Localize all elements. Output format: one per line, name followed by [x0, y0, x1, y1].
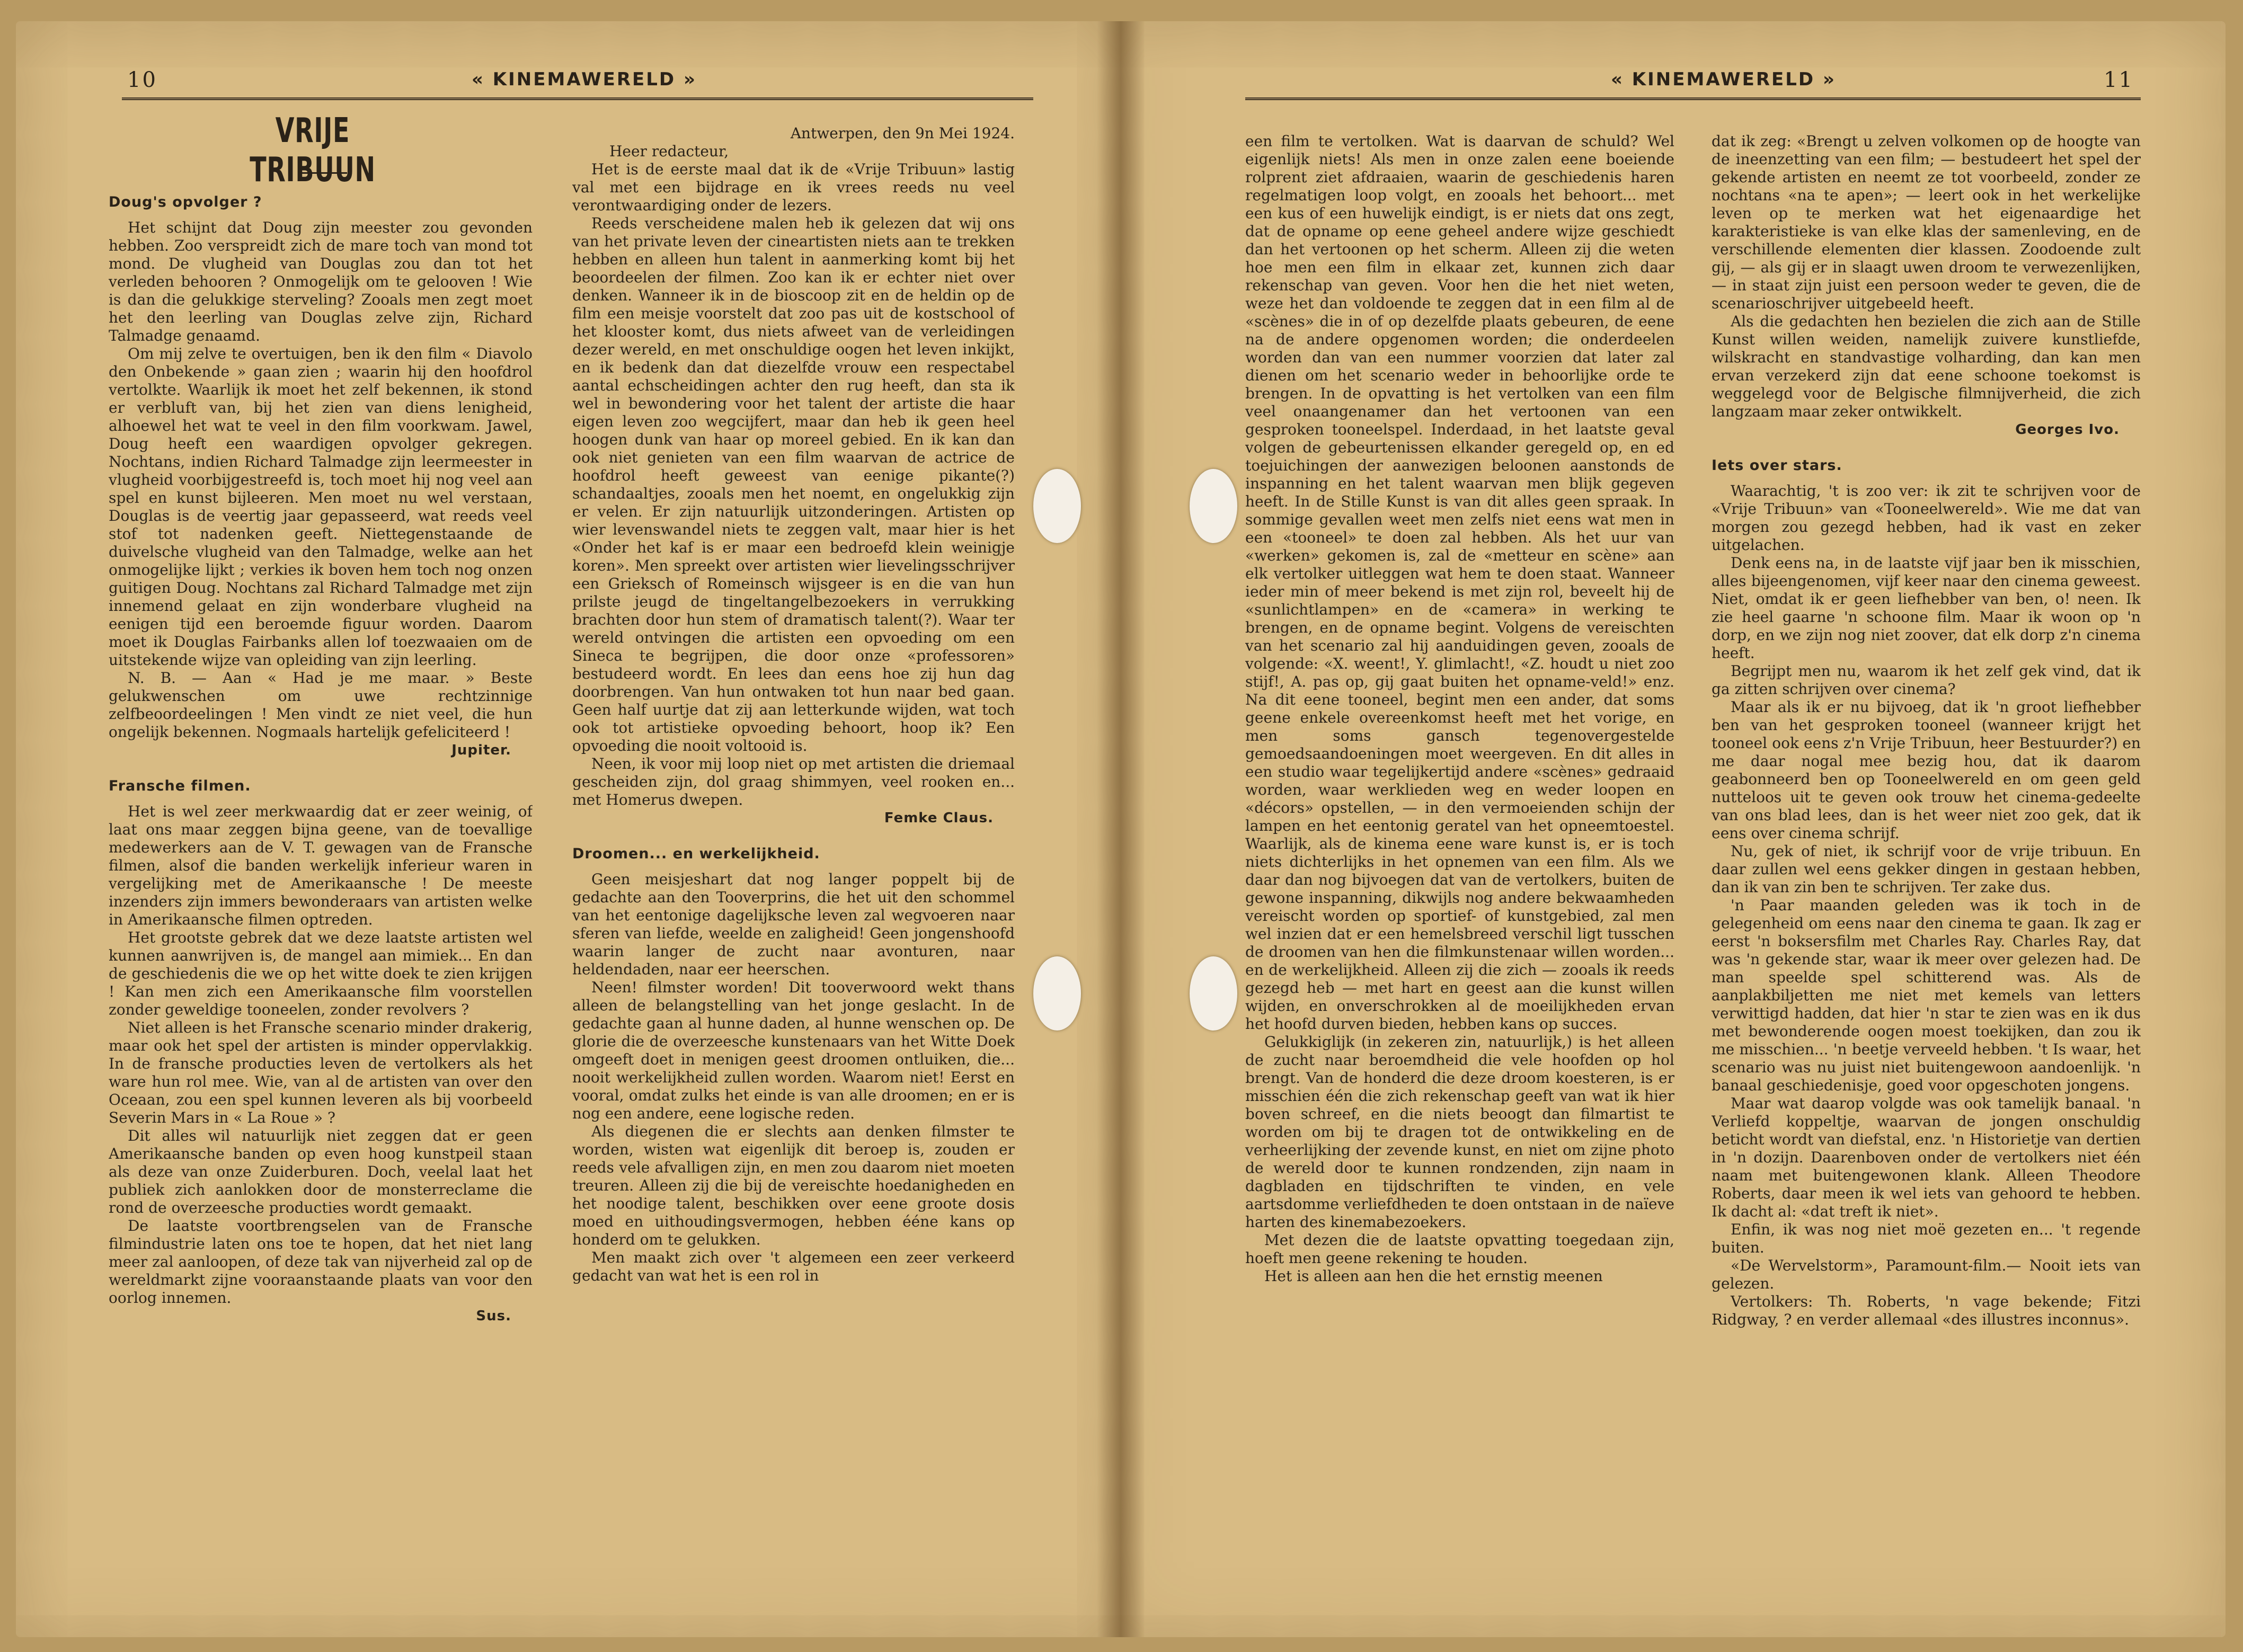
paragraph: Het schijnt dat Doug zijn meester zou gevonden hebben. Zoo verspreidt zich de mare toch van mond tot mond. De vlugheid van Douglas zou dan tot het verleden behooren ? Onmogelijk om te gelooven ! Wie is dan die gelukkige sterveling? Zooals men zegt moet het den leerling van Douglas zelve zijn, Richard Talmadge genaamd.: [109, 219, 533, 344]
author-signature: Femke Claus.: [884, 810, 994, 826]
paragraph: Geen meisjeshart dat nog langer poppelt bij de gedachte aan den Tooverprins, die het uit den schommel van het eentonige dagelijksche leven zal wegvoeren naar sferen van liefde, weelde en zaligheid! Geen jongenshoofd waarin langer de zucht naar avonturen, naar heldendaden, naar eer heerschen.: [572, 871, 1015, 978]
article-heading: Iets over stars.: [1712, 457, 1842, 474]
paragraph: Gelukkiglijk (in zekeren zin, natuurlijk,) is het alleen de zucht naar beroemdheid die vele hoofden op hol brengt. Van de honderd die deze droom koesteren, is er misschien één die zich rekenschap geeft van wat ik hier boven schreef, en die niets beoogt dan filmartist te worden om bij te dragen tot de ontwikkeling en de verheerlijking der zevende kunst, en niet om zijne photo de wereld door te kunnen rondzenden, zijn naam in dagbladen en tijdschriften te vinden, en vele aartsdomme verliefdheden te doen ontstaan in de naïeve harten des kinemabezoekers.: [1245, 1033, 1674, 1231]
article-heading: Doug's opvolger ?: [109, 194, 262, 210]
right-header: [1245, 68, 2141, 100]
author-signature: Sus.: [476, 1308, 511, 1324]
paragraph: N. B. — Aan « Had je me maar. » Beste gelukwenschen om uwe rechtzinnige zelfbeoordeelingen ! Men vindt ze niet veel, die hun ongelijk bekennen. Nogmaals hartelijk gefeliciteerd !: [109, 669, 533, 741]
author-signature: Jupiter.: [451, 742, 511, 758]
article-heading: Fransche filmen.: [109, 778, 251, 794]
paragraph: «De Wervelstorm», Paramount-film.— Nooit iets van gelezen.: [1712, 1257, 2141, 1292]
salutation: Heer redacteur,: [609, 143, 729, 160]
right-column-2: [1712, 132, 2141, 1613]
header-rule: [1245, 97, 2141, 100]
paragraph: Enfin, ik was nog niet moë gezeten en... 't regende buiten.: [1712, 1221, 2141, 1256]
author-signature: Georges Ivo.: [2015, 422, 2120, 438]
punch-hole-bottom: [1033, 956, 1081, 1031]
dateline: Antwerpen, den 9n Mei 1924.: [790, 125, 1015, 142]
punch-hole-bottom-right: [1190, 956, 1237, 1031]
paragraph: een film te vertolken. Wat is daarvan de schuld? Wel eigenlijk niets! Als men in onze zalen eene boeiende rolprent ziet afdraaien, waarin de geschiedenis haren regelmatigen loop volgt, en zooals het behoort... met een kus of een huwelijk eindigt, is er niets dat ons zegt, dat de opname op eene geheel andere wijze geschiedt dan het vertoonen op het scherm. Alleen zij die weten hoe men een film in elkaar zet, kunnen zich daar rekenschap van geven. Voor hen die het niet weten, weze het dan voldoende te zeggen dat in een film al de «scènes» die in of op dezelfde plaats gebeuren, de eene na de andere opgenomen worden; die onderdeelen worden dan van een nummer voorzien dat later zal dienen om het scenario weder in behoorlijke orde te brengen. In de opvatting is het vertolken van een film veel onaangenamer dan het vertoonen van een gesproken tooneelspel. Inderdaad, in het laatste geval volgen de gebeurtenissen elkander geregeld op, en ed toejuichingen der aanwezigen beloonen aanstonds de inspanning en het talent waarvan men blijk gegeven heeft. In de Stille Kunst is van dit alles geen spraak. In sommige gevallen weet men zelfs niet eens wat men in een «tooneel» te doen zal hebben. Als het uur van «werken» gekomen is, zal de «metteur en scène» aan elk vertolker uitleggen wat hem te doen staat. Wanneer ieder min of meer bekend is met zijn rol, beveelt hij de «sunlichtlampen» en de «camera» in werking te brengen, en de opname begint. Volgens de vereischten van het scenario zal hij aanduidingen geven, zooals de volgende: «X. weent!, Y. glimlacht!, «Z. houdt u niet zoo stijf!, A. pas op, gij gaat buiten het opname-veld!» enz. Na dit eene tooneel, begint men een ander, dat soms geene enkele overeenkomst heeft met het vorige, en men soms gansch tegenovergestelde gemoedsaandoeningen moet weergeven. En dit alles in een studio waar tegelijkertijd andere «scènes» gedraaid worden, waar werklieden weg en weder loopen en «décors» opstellen, — in den vermoeienden schijn der lampen en het eentonig geratel van het opneemtoestel. Waarlijk, als de kinema eene ware kunst is, er is toch niets dichterlijks in het opnemen van een film. Als we daar dan nog bijvoegen dat van de vertolkers, buiten de gewone inspanning, dikwijls nog andere bekwaamheden vereischt worden op sportief- of kunstgebied, zal men wel inzien dat er een hemelsbreed verschil ligt tusschen de droomen van hen die filmkunstenaar willen worden... en de werkelijkheid. Alleen zij die zich — zooals ik reeds gezegd heb — met hart en geest aan die kunst willen wijden, en onverschrokken al de moeilijkheden ervan het hoofd durven bieden, hebben kans op succes.: [1245, 132, 1674, 1033]
section-title: VRIJE TRIBUUN: [250, 111, 376, 190]
header-rule: [122, 97, 1033, 100]
left-column-2: [572, 125, 1015, 1613]
paragraph: Met dezen die de laatste opvatting toegedaan zijn, hoeft men geene rekening te houden.: [1245, 1231, 1674, 1267]
paragraph: Neen, ik voor mij loop niet op met artisten die driemaal gescheiden zijn, dol graag shimmyen, veel rooken en... met Homerus dwepen.: [572, 755, 1015, 809]
paragraph: Nu, gek of niet, ik schrijf voor de vrije tribuun. En daar zullen wel eens gekker dingen in gestaan hebben, dan ik van zin ben te schrijven. Ter zake dus.: [1712, 842, 2141, 896]
masthead: « KINEMAWERELD »: [472, 69, 697, 90]
paragraph: Vertolkers: Th. Roberts, 'n vage bekende; Fitzi Ridgway, ? en verder allemaal «des illustres inconnus».: [1712, 1293, 2141, 1328]
page-number: 11: [2104, 68, 2134, 92]
paragraph: Het is wel zeer merkwaardig dat er zeer weinig, of laat ons maar zeggen bijna geene, van de toevallige medewerkers aan de V. T. gewagen van de Fransche filmen, alsof die banden werkelijk inferieur waren in vergelijking met de Amerikaansche ! De meeste inzenders zijn immers bewonderaars van artisten welke in Amerikaansche filmen optreden.: [109, 803, 533, 928]
paragraph: Niet alleen is het Fransche scenario minder drakerig, maar ook het spel der artisten is minder oppervlakkig. In de fransche producties leven de vertolkers als het ware hun rol mee. Wie, van al de artisten van over den Oceaan, zou een spel kunnen leveren als bij voorbeeld Severin Mars in « La Roue » ?: [109, 1019, 533, 1126]
paragraph: Dit alles wil natuurlijk niet zeggen dat er geen Amerikaansche banden op even hoog kunstpeil staan als deze van onze Zuiderburen. Doch, veelal laat het publiek zich aanlokken door de monsterreclame die rond de overzeesche producties wordt gemaakt.: [109, 1127, 533, 1216]
paragraph: Het is de eerste maal dat ik de «Vrije Tribuun» lastig val met een bijdrage en ik vrees reeds nu veel verontwaardiging onder de lezers.: [572, 161, 1015, 214]
punch-hole-top: [1033, 469, 1081, 543]
punch-hole-top-right: [1190, 469, 1237, 543]
paragraph: Waarachtig, 't is zoo ver: ik zit te schrijven voor de «Vrije Tribuun» van «Tooneelwereld». Wie me dat van morgen zou gezegd hebben, had ik vast en zeker uitgelachen.: [1712, 482, 2141, 554]
gutter-shadow: [1097, 21, 1145, 1637]
paragraph: Om mij zelve te overtuigen, ben ik den film « Diavolo den Onbekende » gaan zien ; waarin hij den hoofdrol vertolkte. Waarlijk ik moet het zelf bekennen, ik stond er verbluft van, bij het zien van diens lenigheid, alhoewel het wat te veel in den film voorkwam. Jawel, Doug heeft een waardigen opvolger gekregen. Nochtans, indien Richard Talmadge zijn leermeester in vlugheid voorbijgestreefd is, toch moet hij nog veel aan spel en kunst bijleeren. Men moet nu wel verstaan, Douglas is de veertig jaar gepasseerd, wat reeds veel stof tot nadenken geeft. Niettegenstaande de duivelsche vlugheid van den Talmadge, welke aan het onmogelijke lijkt ; verkies ik boven hem toch nog onzen guitigen Doug. Nochtans zal Richard Talmadge met zijn innemend gelaat en zijn wonderbare vlugheid na eenigen tijd een beroemde figuur worden. Daarom moet ik Douglas Fairbanks allen lof toezwaaien om de uitstekende wijze van opleiding van zijn leerling.: [109, 345, 533, 669]
paragraph: Neen! filmster worden! Dit tooverwoord wekt thans alleen de belangstelling van het jonge geslacht. In de gedachte gaan al hunne daden, al hunne wenschen op. De glorie die de overzeesche kunstenaars van het Witte Doek omgeeft doet in menigen geest droomen ontluiken, die... nooit werkelijkheid zullen worden. Waarom niet! Eerst en vooral, omdat zulks het einde is van alle droomen; en er is nog een andere, eene logische reden.: [572, 979, 1015, 1122]
article-heading: Droomen... en werkelijkheid.: [572, 846, 820, 862]
paragraph: Maar wat daarop volgde was ook tamelijk banaal. 'n Verliefd koppeltje, waarvan de jongen onschuldig beticht wordt van diefstal, enz. 'n Historietje van dertien in 'n dozijn. Daarenboven onder de vertolkers niet één naam met buitengewonen klank. Alleen Theodore Roberts, daar meen ik wel iets van gehoord te hebben. Ik dacht al: «dat treft ik niet».: [1712, 1095, 2141, 1220]
paragraph: Begrijpt men nu, waarom ik het zelf gek vind, dat ik ga zitten schrijven over cinema?: [1712, 662, 2141, 698]
paragraph: Men maakt zich over 't algemeen een zeer verkeerd gedacht van wat het is een rol in: [572, 1249, 1015, 1284]
paragraph: Reeds verscheidene malen heb ik gelezen dat wij ons van het private leven der cineartisten niets aan te trekken hebben en alleen hun talent in aanmerking komt bij het beoordeelen der filmen. Zoo kan ik er echter niet over denken. Wanneer ik in de bioscoop zit en de heldin op de film een meisje voorstelt dat zoo pas uit de kostschool of het klooster komt, dus niets afweet van de verleidingen dezer wereld, en met onschuldige oogen het leven inkijkt, en ik bedenk dan dat diezelfde vrouw een respectabel aantal echscheidingen achter den rug heeft, dan sta ik wel in bewondering voor het talent der artiste die haar eigen leven zoo wegcijfert, maar dan heb ik geen heel hoogen dunk van haar op moreel gebied. En ik kan dan ook niet genieten van een film waarvan de actrice de hoofdrol heeft geweest van eenige pikante(?) schandaaltjes, zooals men het noemt, en ongelukkig zijn er velen. Er zijn natuurlijk uitzonderingen. Artisten op wier levenswandel niets te zeggen valt, maar hier is het «Onder het kaf is er maar een bedroefd klein weinigje koren». Men spreekt over artisten wier lievelingsschrijver een Grieksch of Romeinsch wijsgeer is en die van hun prilste jeugd de tingeltangelbezoekers in verrukking brachten door hun stem of dramatisch talent(?). Waar ter wereld ontvingen die artisten een opvoeding om een Sineca te begrijpen, die door onze «professoren» bestudeerd wordt. En lees dan eens hoe zij hun dag doorbrengen. Van hun ontwaken tot hun naar bed gaan. Geen half uurtje dat zij aan letterkunde wijden, wat toch ook tot artistieke opvoeding behoort, hoop ik? Een opvoeding die nooit voltooid is.: [572, 215, 1015, 754]
title-rule: [299, 172, 347, 174]
page-number: 10: [127, 68, 157, 92]
paragraph: Het grootste gebrek dat we deze laatste artisten wel kunnen aanwrijven is, de mangel aan mimiek... En dan de geschiedenis die we op het witte doek te zien krijgen ! Kan men zich een Amerikaansche film voorstellen zonder geweldige tooneelen, zonder revolvers ?: [109, 929, 533, 1018]
paragraph: 'n Paar maanden geleden was ik toch in de gelegenheid om eens naar den cinema te gaan. Ik zag er eerst 'n boksersfilm met Charles Ray. Charles Ray, dat was 'n gekende star, waar ik meer over gelezen had. De man speelde spel schitterend was. Als de aanplakbiljetten me niet met kemels van letters verwittigd hadden, dat hier 'n star te zien was en ik dus met bewonderende oogen moest toekijken, dan zou ik me misschien... 'n beetje verveeld hebben. 't Is waar, het scenario was nu juist niet buitengewoon aandoenlijk. 'n banaal geschiedenisje, goed voor opgeschoten jongens.: [1712, 896, 2141, 1094]
paragraph: Maar als ik er nu bijvoeg, dat ik 'n groot liefhebber ben van het gesproken tooneel (wanneer krijgt het tooneel ook eens z'n Vrije Tribuun, heer Bestuurder?) en me daar nogal mee bezig hou, dat ik daarom geabonneerd ben op Tooneelwereld en om geen geld nutteloos uit te geven ook trouw het cinema-gedeelte van ons blad lees, dan is het weer niet zoo gek, dat ik eens over cinema schrijf.: [1712, 698, 2141, 842]
right-column-1: [1245, 132, 1674, 1613]
left-column-1: [109, 183, 533, 1613]
paragraph: De laatste voortbrengselen van de Fransche filmindustrie laten ons toe te hopen, dat het niet lang meer zal aanloopen, of deze tak van nijverheid zal op de wereldmarkt zijne vooraanstaande plaats van voor den oorlog innemen.: [109, 1217, 533, 1307]
masthead: « KINEMAWERELD »: [1611, 69, 1836, 90]
paragraph: Als diegenen die er slechts aan denken filmster te worden, wisten wat eigenlijk dit beroep is, zouden er reeds vele afvalligen zijn, en men zou daarom niet moeten treuren. Alleen zij die bij de vereischte hoedanigheden en het noodige talent, beschikken over eene groote dosis moed en uithoudingsvermogen, hebben ééne kans op honderd om te gelukken.: [572, 1123, 1015, 1248]
left-header: [122, 68, 1033, 100]
paragraph: Het is alleen aan hen die het ernstig meenen: [1264, 1267, 1603, 1285]
paragraph: Als die gedachten hen bezielen die zich aan de Stille Kunst willen weiden, namelijk zuivere kunstliefde, wilskracht en standvastige volharding, dan kan men ervan verzekerd zijn dat eene schoone toekomst is weggelegd voor de Belgische filmnijverheid, die zich langzaam maar zeker ontwikkelt.: [1712, 313, 2141, 420]
paragraph: Denk eens na, in de laatste vijf jaar ben ik misschien, alles bijeengenomen, vijf keer naar den cinema geweest. Niet, omdat ik er geen liefhebber van ben, o! neen. Ik zie heel gaarne 'n schoone film. Maar ik woon op 'n dorp, en we zijn nog niet zoover, dat elk dorp z'n cinema heeft.: [1712, 554, 2141, 662]
paragraph: dat ik zeg: «Brengt u zelven volkomen op de hoogte van de ineenzetting van een film; — bestudeert het spel der gekende artisten en neemt ze tot voorbeeld, zonder ze nochtans «na te apen»; — leert ook in het werkelijke leven op te merken wat het eigenaardige het karakteristieke is van elke klas der samenleving, en de verschillende elementen dier klassen. Zoodoende zult gij, — als gij er in slaagt uwen droom te verwezenlijken, — in staat zijn juist een persoon weder te geven, die de scenarioschrijver uitgebeeld heeft.: [1712, 132, 2141, 312]
